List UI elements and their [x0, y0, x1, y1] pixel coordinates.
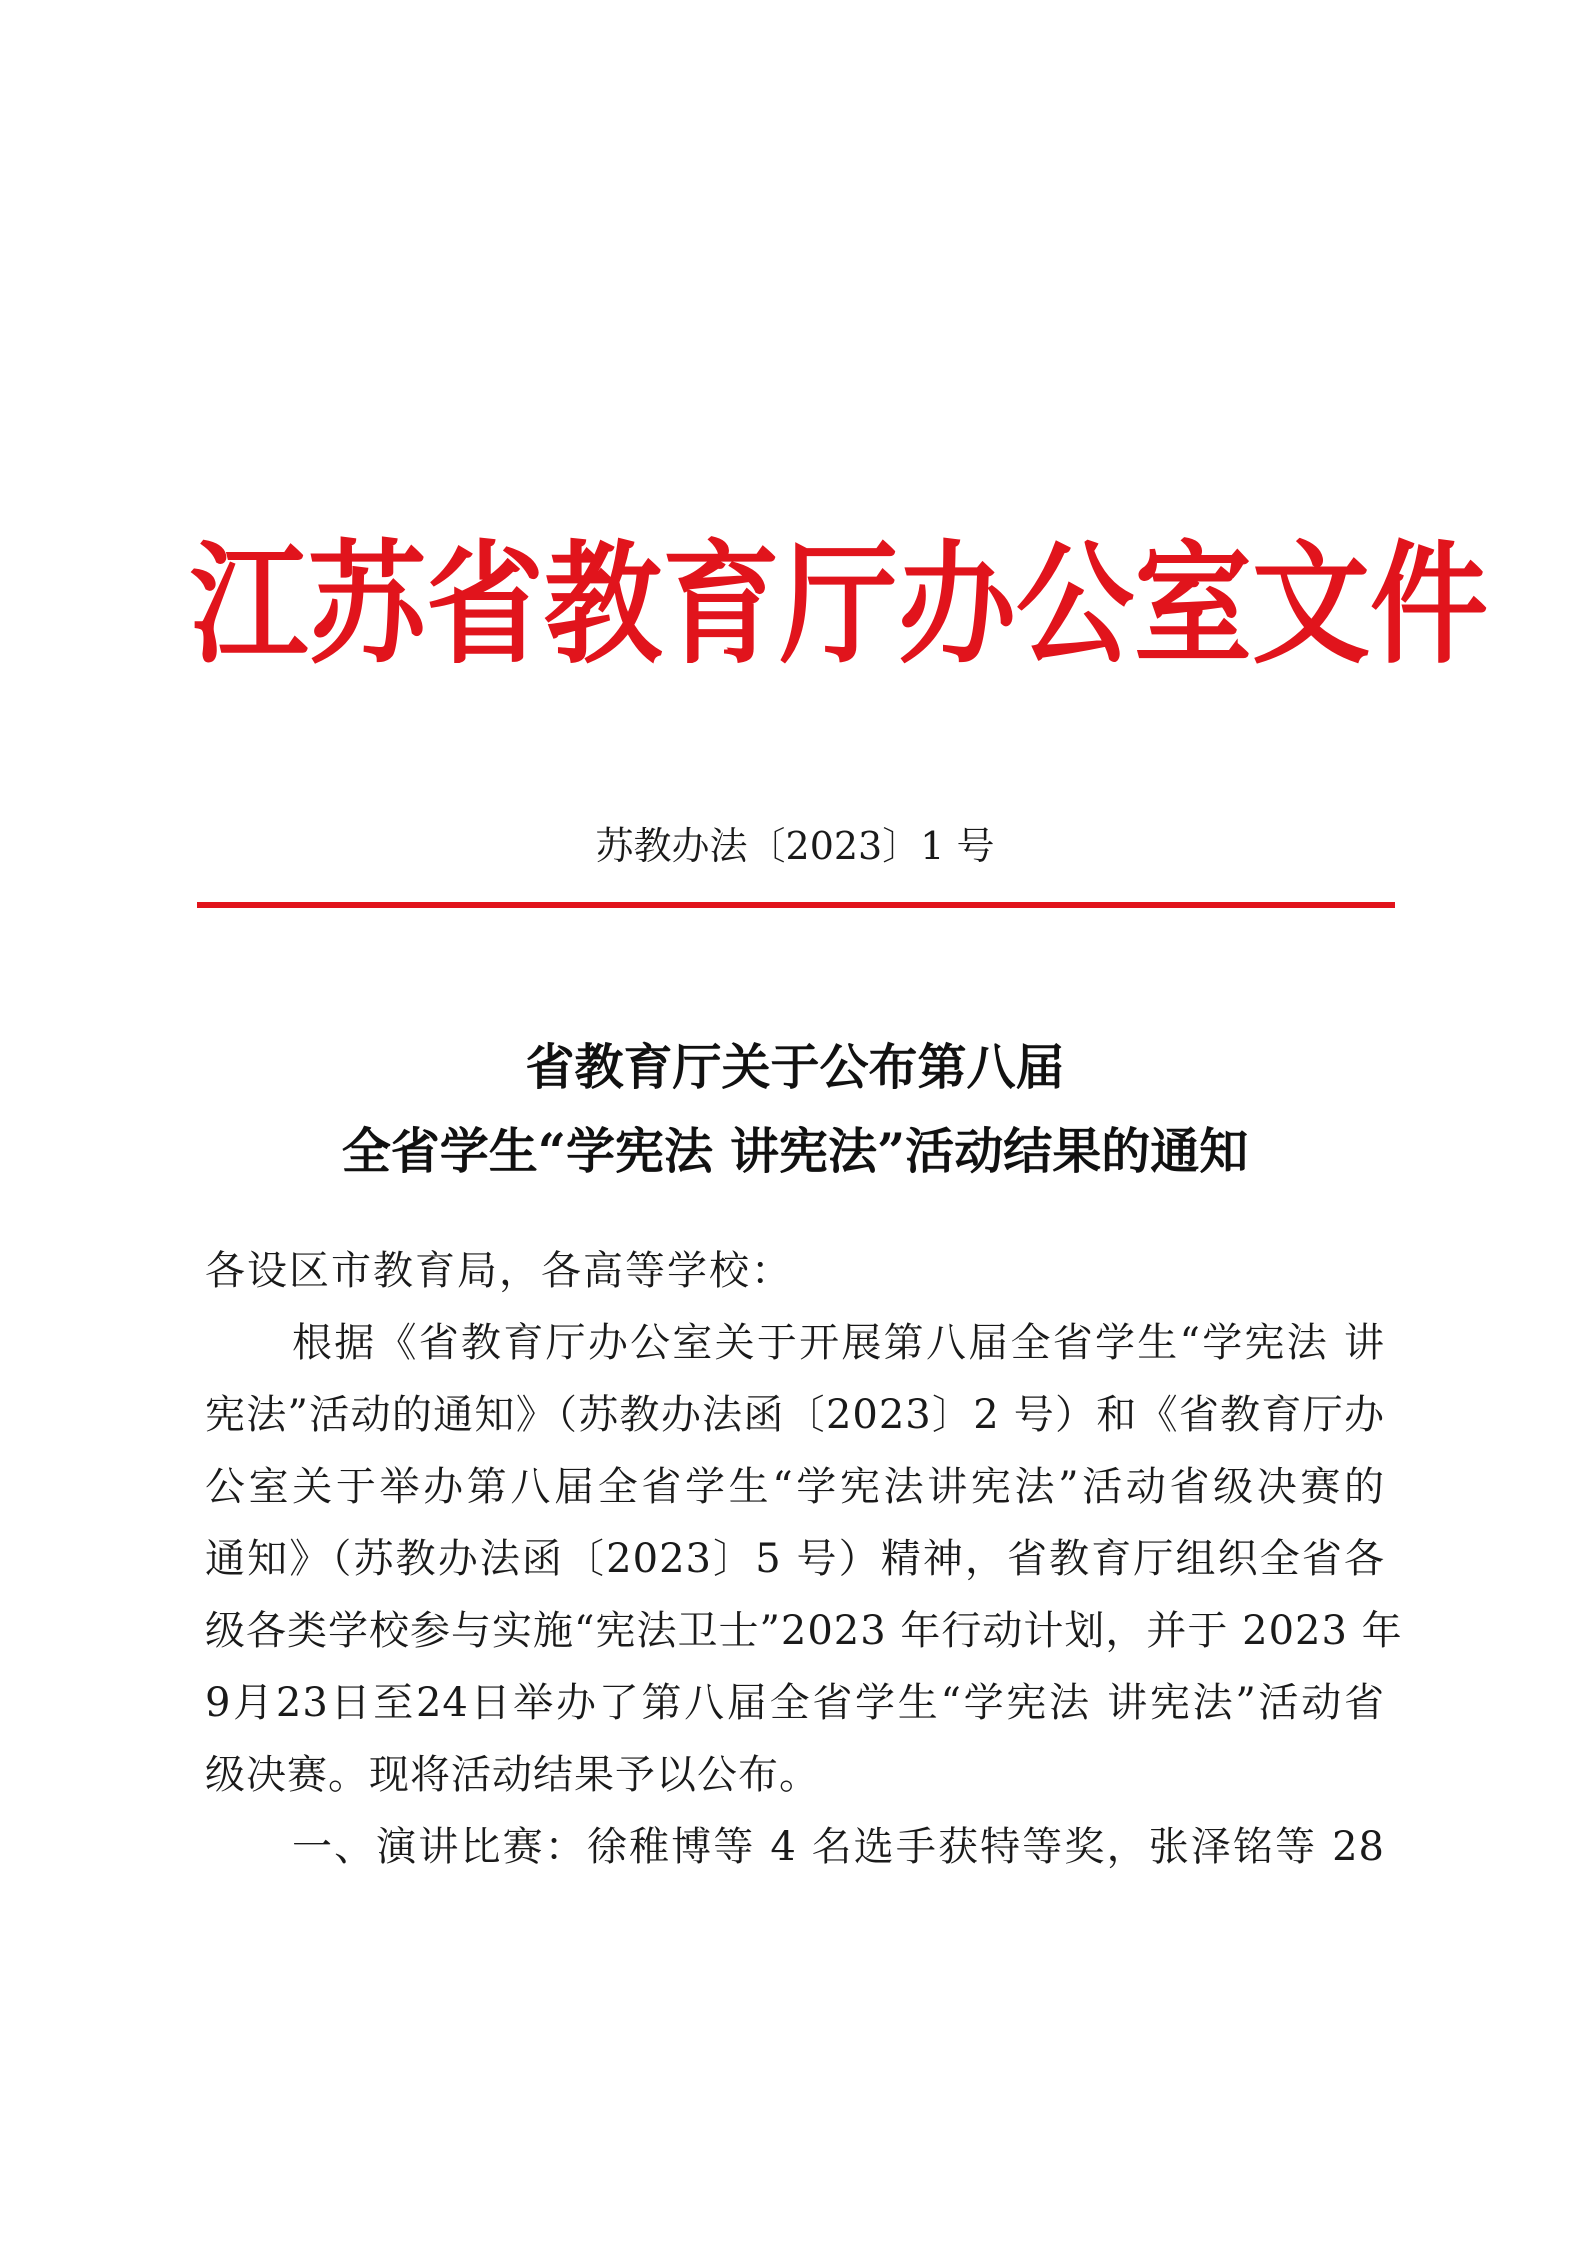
paragraph-1	[205, 1307, 1403, 1811]
title-line-2: 全省学生“学宪法 讲宪法”活动结果的通知	[341, 1122, 1249, 1180]
paragraph-line: 一、演讲比赛：徐稚博等 4 名选手获特等奖，张泽铭等 28	[292, 1824, 1385, 1870]
salutation: 各设区市教育局，各高等学校：	[205, 1248, 793, 1294]
title-line-1: 省教育厅关于公布第八届	[525, 1038, 1065, 1096]
paragraph-line: 级各类学校参与实施“宪法卫士”2023 年行动计划，并于 2023 年	[205, 1608, 1403, 1654]
paragraph-line: 根据《省教育厅办公室关于开展第八届全省学生“学宪法 讲	[292, 1320, 1385, 1366]
red-separator-line	[197, 902, 1395, 908]
paragraph-line: 公室关于举办第八届全省学生“学宪法讲宪法”活动省级决赛的	[205, 1464, 1385, 1510]
document-number: 苏教办法〔2023〕1 号	[595, 824, 995, 868]
issuer-header: 江苏省教育厅办公室文件	[190, 527, 1489, 682]
paragraph-line: 宪法”活动的通知》（苏教办法函〔2023〕2 号）和《省教育厅办	[205, 1392, 1385, 1438]
paragraph-line: 级决赛。现将活动结果予以公布。	[205, 1752, 820, 1798]
paragraph-line: 通知》（苏教办法函〔2023〕5 号）精神，省教育厅组织全省各	[205, 1536, 1385, 1582]
body-text	[205, 1235, 1403, 1883]
paragraph-2	[205, 1811, 1385, 1883]
document-title	[195, 1025, 1395, 1193]
paragraph-line: 9月23日至24日举办了第八届全省学生“学宪法 讲宪法”活动省	[205, 1680, 1385, 1726]
